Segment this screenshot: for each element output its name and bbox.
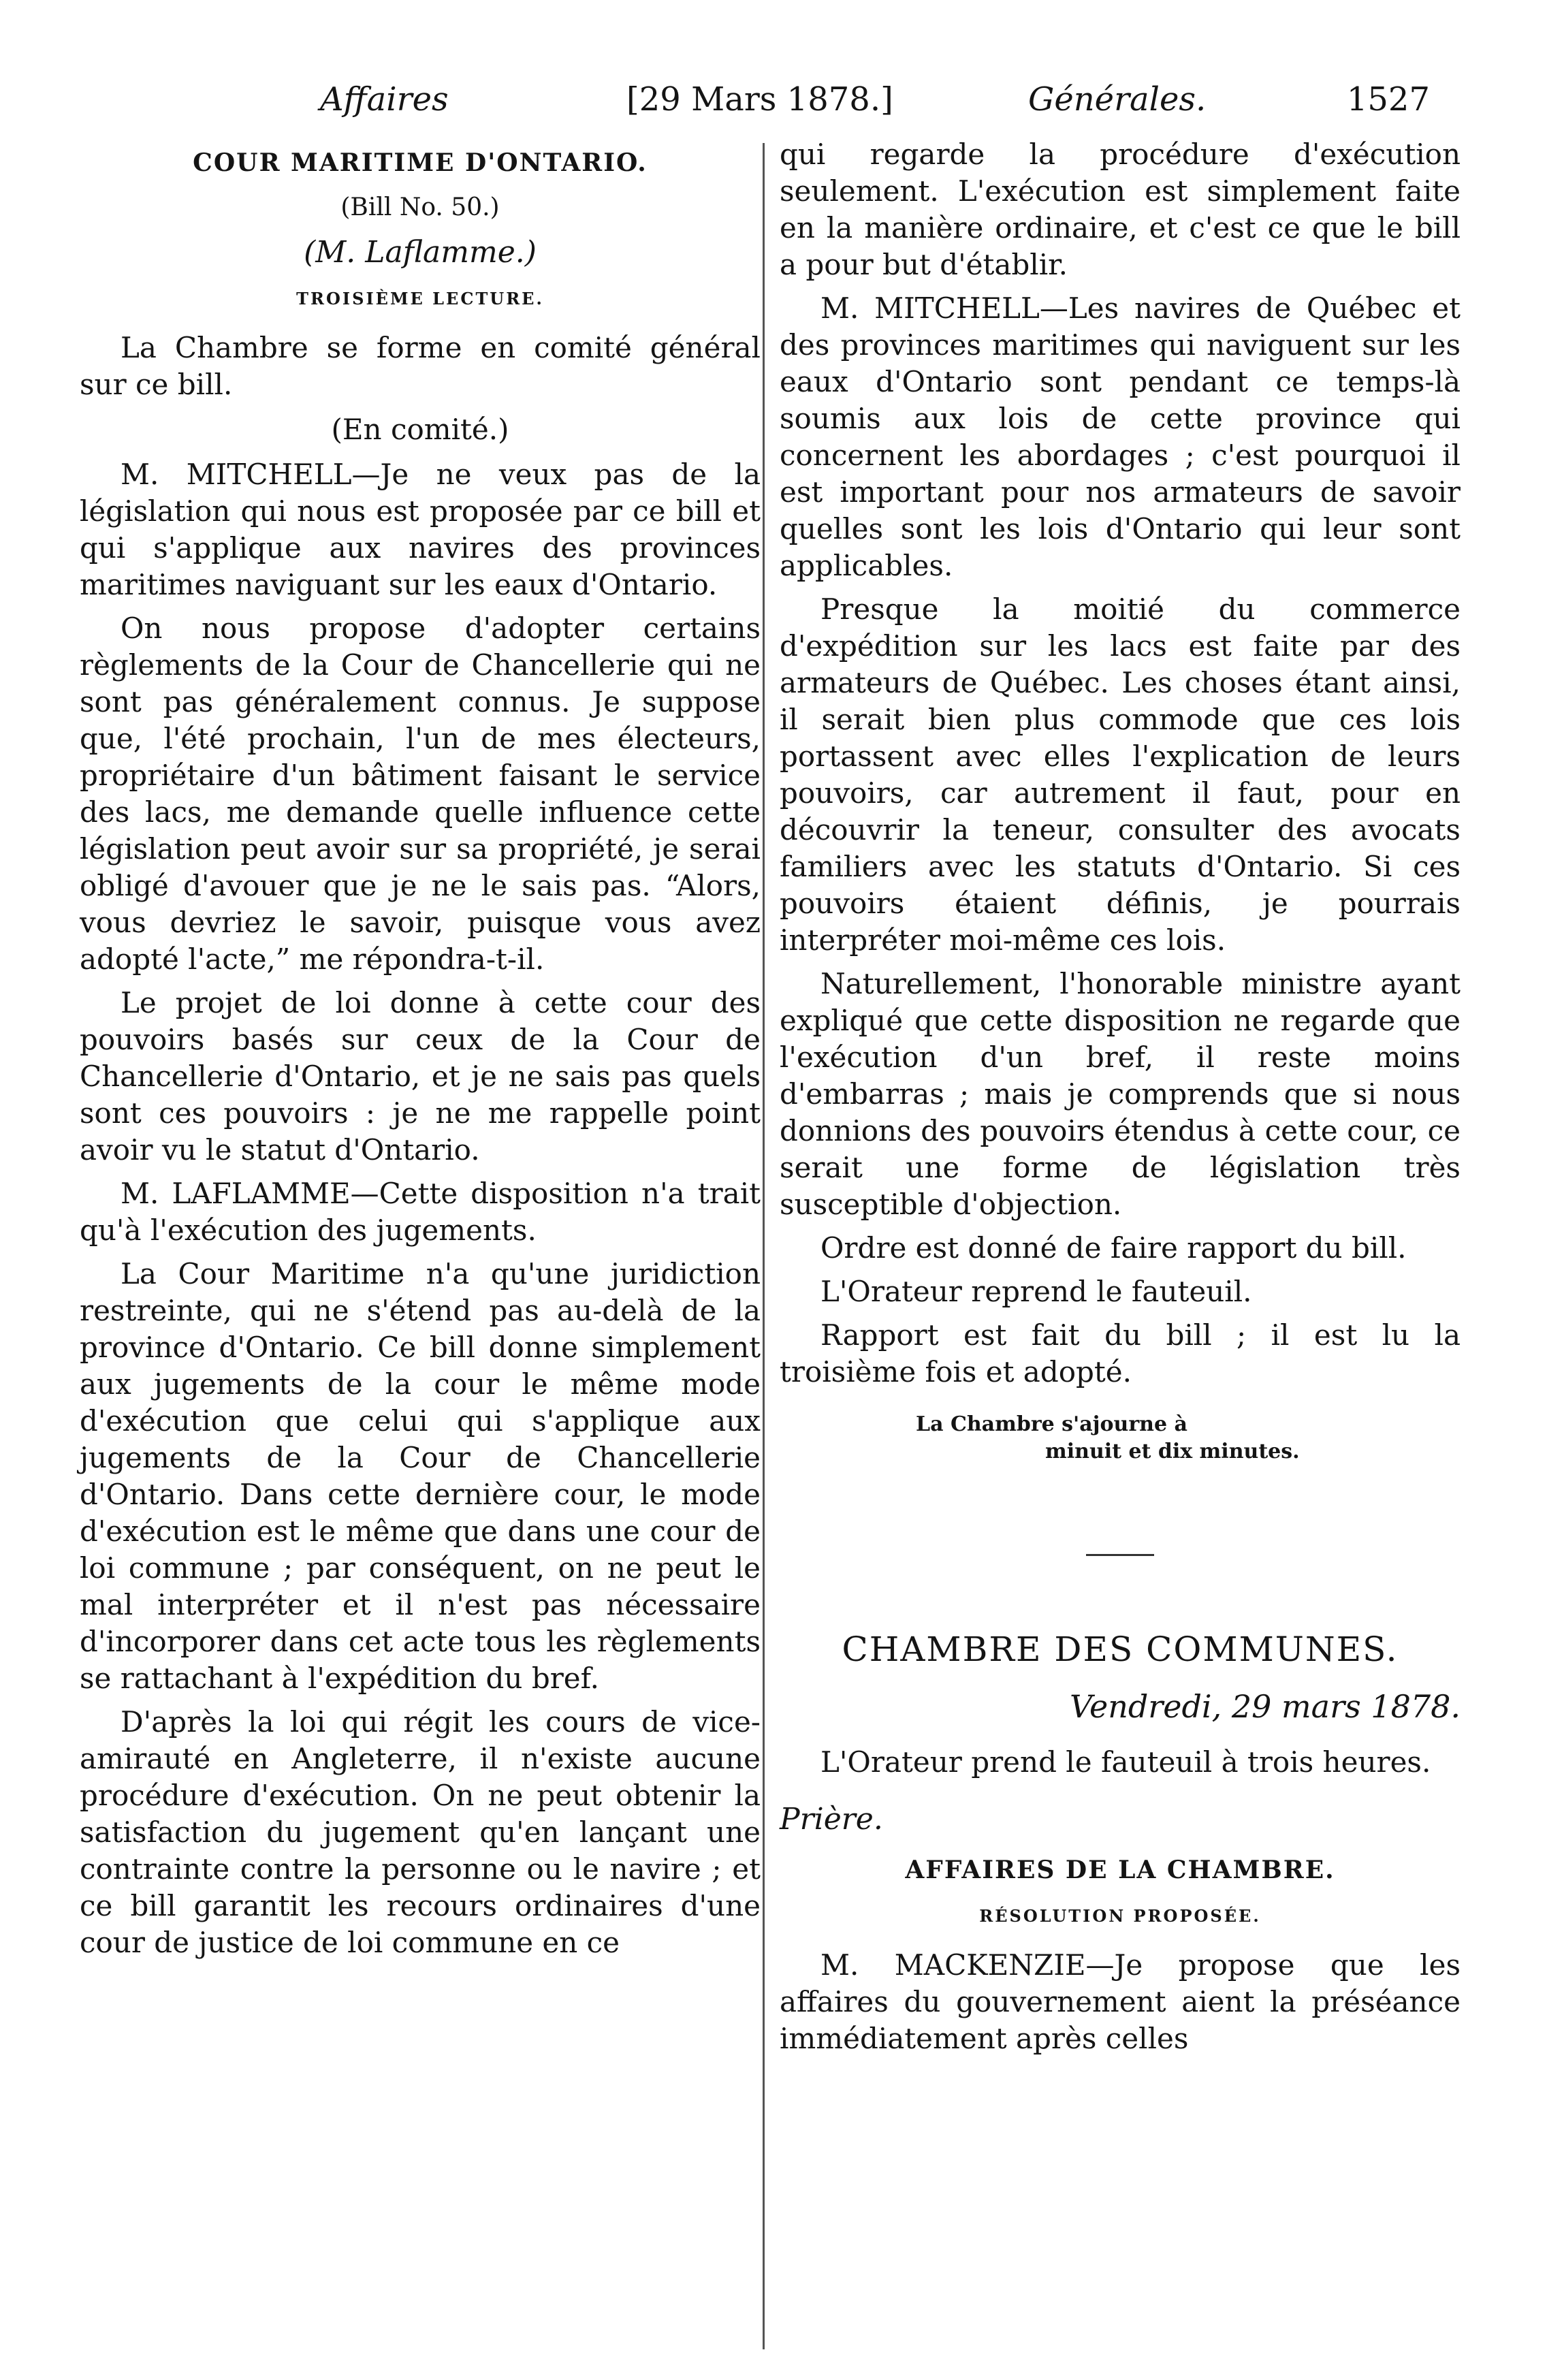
reading-label: TROISIÈME LECTURE. — [296, 289, 544, 308]
right-column — [780, 136, 1461, 2064]
paragraph: M. MACKENZIE—Je propose que les affaires du gouvernement aient la préséance immédiatement après celles — [780, 1948, 1461, 2055]
bill-sponsor: (M. Laflamme.) — [304, 235, 537, 270]
paragraph: M. LAFLAMME—Cette disposition n'a trait qu'à l'exécution des jugements. — [80, 1177, 761, 1247]
paragraph: qui regarde la procédure d'exécution seulement. L'exécution est simplement faite en la manière ordinaire, et c'est ce que le bill a pour but d'établir. — [780, 138, 1461, 281]
prayer-label: Prière. — [780, 1802, 883, 1837]
sitting-date: Vendredi, 29 mars 1878. — [1069, 1688, 1461, 1725]
adjournment-line: minuit et dix minutes. — [1045, 1440, 1300, 1463]
house-title: CHAMBRE DES COMMUNES. — [842, 1630, 1399, 1669]
adjournment-note — [916, 1411, 1461, 1465]
paragraph: L'Orateur reprend le fauteuil. — [820, 1275, 1252, 1308]
page-number: 1527 — [1346, 80, 1430, 118]
paragraph: M. MITCHELL—Les navires de Québec et des provinces maritimes qui naviguent sur les eaux d'Ontario sont pendant ce temps-là soumis aux lois de cette province qui concernent les abordages ; c'est pourquoi il est important pour nos armateurs de savoir quelles sont les lois d'Ontario qui leur sont applicables. — [780, 291, 1461, 582]
bill-number: (Bill No. 50.) — [340, 193, 500, 221]
header-left: Affaires — [320, 80, 449, 118]
section-title: AFFAIRES DE LA CHAMBRE. — [905, 1856, 1335, 1884]
section-title: COUR MARITIME D'ONTARIO. — [193, 148, 648, 177]
paragraph: Presque la moitié du commerce d'expédition sur les lacs est faite par des armateurs de Québec. Les choses étant ainsi, il serait bien plus commode que ces lois portassent avec elles l'explication de leurs pouvoirs, car autrement il faut, pour en découvrir la teneur, consulter des avocats familiers avec les statuts d'Ontario. Si ces pouvoirs étaient définis, je pourrais interpréter moi-même ces lois. — [780, 592, 1461, 957]
header-date: [29 Mars 1878.] — [626, 80, 893, 118]
committee-label: (En comité.) — [331, 413, 509, 446]
paragraph: Rapport est fait du bill ; il est lu la troisième fois et adopté. — [780, 1318, 1461, 1389]
paragraph: Ordre est donné de faire rapport du bill. — [820, 1231, 1407, 1265]
left-column — [80, 136, 761, 1968]
running-header — [320, 80, 1430, 128]
header-right: Générales. — [1028, 80, 1207, 118]
paragraph: D'après la loi qui régit les cours de vice-amirauté en Angleterre, il n'existe aucune procédure d'exécution. On ne peut obtenir la satisfaction du jugement qu'en lançant une contrainte contre la personne ou le navire ; et ce bill garantit les recours ordinaires d'une cour de justice de loi commune en ce — [80, 1705, 761, 1959]
paragraph: Le projet de loi donne à cette cour des pouvoirs basés sur ceux de la Cour de Chancellerie d'Ontario, et je ne sais pas quels sont ces pouvoirs : je ne me rappelle point avoir vu le statut d'Ontario. — [80, 986, 761, 1167]
paragraph: La Cour Maritime n'a qu'une juridiction restreinte, qui ne s'étend pas au-delà de la province d'Ontario. Ce bill donne simplement aux jugements de la cour le même mode d'exécution que celui qui s'applique aux jugements de la Cour de Chancellerie d'Ontario. Dans cette dernière cour, le mode d'exécution est le même que dans une cour de loi commune ; par conséquent, on ne peut le mal interpréter et il n'est pas nécessaire d'incorporer dans cet acte tous les règlements se rattachant à l'expédition du bref. — [80, 1257, 761, 1695]
subsection-title: RÉSOLUTION PROPOSÉE. — [979, 1906, 1261, 1926]
paragraph: Naturellement, l'honorable ministre ayant expliqué que cette disposition ne regarde que l'exécution d'un bref, il reste moins d'embarras ; mais je comprends que si nous donnions des pouvoirs étendus à cette cour, ce serait une forme de législation très susceptible d'objection. — [780, 967, 1461, 1221]
adjournment-line: La Chambre s'ajourne à — [916, 1412, 1187, 1436]
paragraph: On nous propose d'adopter certains règlements de la Cour de Chancellerie qui ne sont pas généralement connus. Je suppose que, l'été prochain, l'un de mes électeurs, propriétaire d'un bâtiment faisant le service des lacs, me demande quelle influence cette législation peut avoir sur sa propriété, je serai obligé d'avouer que je ne le sais pas. “Alors, vous devriez le savoir, puisque vous avez adopté l'acte,” me répondra-t-il. — [80, 612, 761, 976]
paragraph: L'Orateur prend le fauteuil à trois heures. — [820, 1745, 1431, 1779]
paragraph: La Chambre se forme en comité général sur ce bill. — [80, 331, 761, 401]
section-separator — [1086, 1554, 1154, 1556]
paragraph: M. MITCHELL—Je ne veux pas de la législation qui nous est proposée par ce bill et qui s'applique aux navires des provinces maritimes naviguant sur les eaux d'Ontario. — [80, 458, 761, 601]
column-divider — [763, 143, 765, 2349]
